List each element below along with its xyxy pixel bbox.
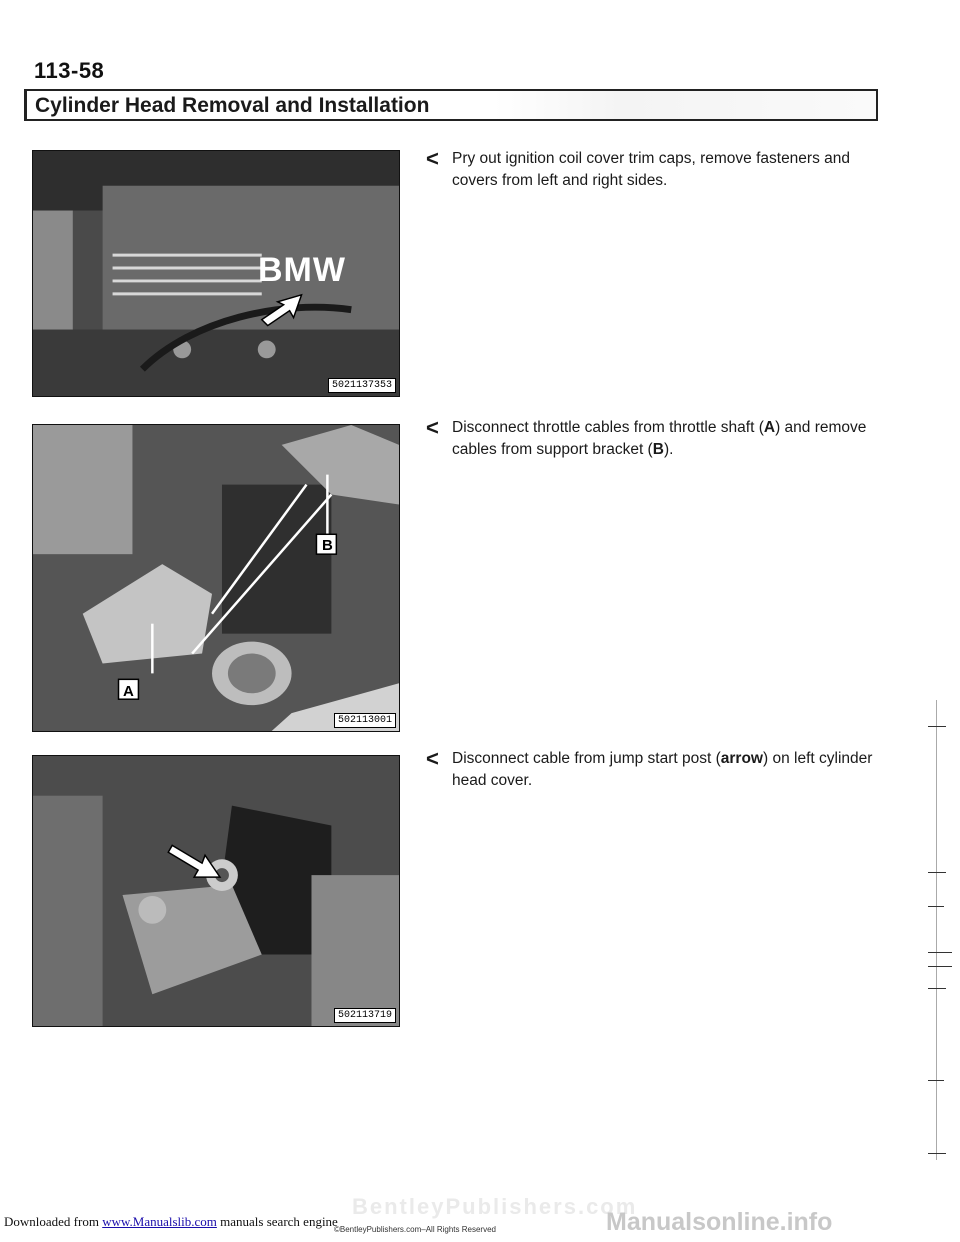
page-number: 113-58 (34, 58, 105, 83)
throttle-cable-illustration (33, 425, 399, 731)
step-3 (426, 748, 876, 792)
callout-ref-b: B (652, 441, 664, 458)
photo-id: 5021137353 (328, 378, 396, 393)
margin-mark (928, 726, 946, 727)
callout-b-label: B (322, 537, 333, 554)
margin-mark (928, 872, 946, 873)
margin-mark (928, 988, 946, 989)
manualsonline-watermark: Manualsonline.info (606, 1208, 833, 1236)
step-1-text: Pry out ignition coil cover trim caps, remove fasteners and covers from left and right sides. (452, 150, 851, 189)
margin-mark (928, 1153, 946, 1154)
copyright-notice: ©BentleyPublishers.com–All Rights Reserved (334, 1225, 496, 1234)
step-3-text: Disconnect cable from jump start post (arrow) on left cylinder head cover. (452, 750, 873, 789)
arrow-ref: arrow (720, 750, 763, 767)
publisher-watermark: BentleyPublishers.com (352, 1194, 638, 1219)
step-2-text: Disconnect throttle cables from throttle shaft (A) and remove cables from support bracket (B). (452, 419, 867, 458)
engine-photo-jump-start-post (32, 755, 400, 1027)
step-1 (426, 148, 876, 192)
step-arrow-icon: < (426, 146, 439, 171)
bmw-logo-label: BMW (258, 251, 346, 289)
jump-start-illustration (33, 756, 399, 1026)
manualslib-link[interactable]: www.Manualslib.com (102, 1214, 217, 1229)
engine-photo-coil-covers (32, 150, 400, 397)
callout-a-label: A (123, 683, 134, 700)
margin-mark (928, 952, 952, 953)
photo-id: 502113719 (334, 1008, 396, 1023)
step-2 (426, 417, 876, 461)
section-title: Cylinder Head Removal and Installation (35, 94, 430, 117)
step-arrow-icon: < (426, 746, 439, 771)
callout-ref-a: A (763, 419, 776, 436)
margin-mark (928, 906, 944, 907)
margin-line (936, 700, 937, 1160)
margin-mark (928, 1080, 944, 1081)
margin-mark (928, 966, 952, 967)
step-arrow-icon: < (426, 415, 439, 440)
download-notice: Downloaded from www.Manualslib.com manuals search engine (4, 1214, 338, 1229)
section-header (24, 89, 878, 121)
engine-photo-throttle-cables (32, 424, 400, 732)
photo-id: 502113001 (334, 713, 396, 728)
